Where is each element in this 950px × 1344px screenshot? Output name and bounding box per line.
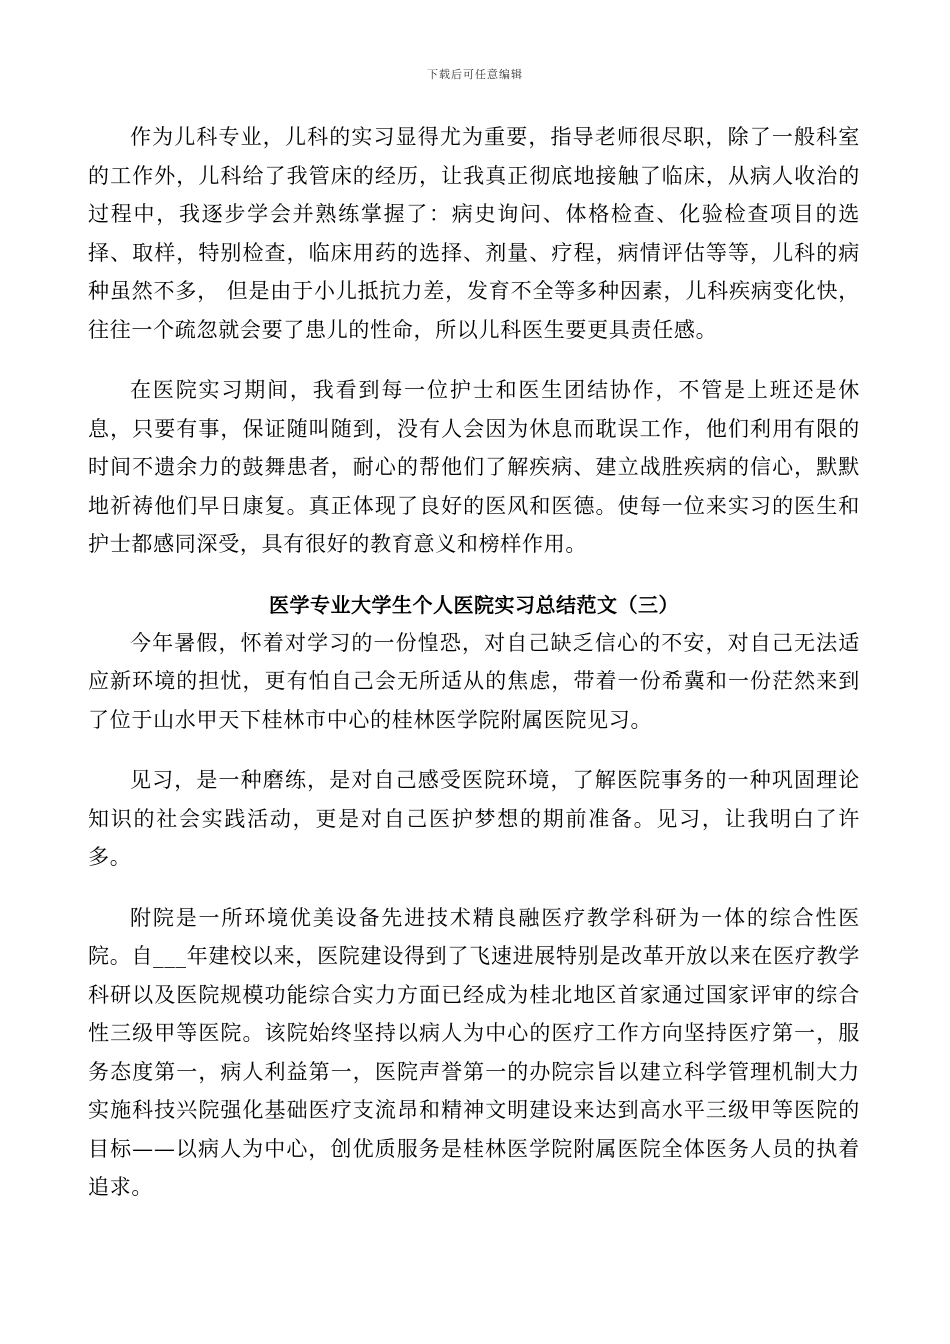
paragraph-internship-meaning: 见习，是一种磨练，是对自己感受医院环境，了解医院事务的一种巩固理论知识的社会实践活动，更是对自己医护梦想的期前准备。见习，让我明白了许多。 xyxy=(88,768,860,869)
document-body xyxy=(88,118,860,1207)
page-header-note: 下载后可任意编辑 xyxy=(427,68,523,81)
section-title: 医学专业大学生个人医院实习总结范文（三） xyxy=(269,592,679,617)
paragraph-hospital-intro: 附院是一所环境优美设备先进技术精良融医疗教学科研为一体的综合性医院。自___年建校以来，医院建设得到了飞速进展特别是改革开放以来在医疗教学科研以及医院规模功能综合实力方面已经成为桂北地区首家通过国家评审的综合性三级甲等医院。该院始终坚持以病人为中心的医疗工作方向坚持医疗第一，服务态度第一，病人利益第一，医院声誉第一的办院宗旨以建立科学管理机制大力实施科技兴院强化基础医疗支流昂和精神文明建设来达到高水平三级甲等医院的目标——以病人为中心，创优质服务是桂林医学院附属医院全体医务人员的执着追求。 xyxy=(88,905,860,1199)
paragraph-teamwork: 在医院实习期间，我看到每一位护士和医生团结协作，不管是上班还是休息，只要有事，保证随叫随到，没有人会因为休息而耽误工作，他们利用有限的时间不遗余力的鼓舞患者，耐心的帮他们了解疾病、建立战胜疾病的信心，默默地祈祷他们早日康复。真正体现了良好的医风和医德。使每一位来实习的医生和护士都感同深受，具有很好的教育意义和榜样作用。 xyxy=(88,378,860,556)
paragraph-pediatrics: 作为儿科专业，儿科的实习显得尤为重要，指导老师很尽职，除了一般科室的工作外，儿科给了我管床的经历，让我真正彻底地接触了临床，从病人收治的过程中，我逐步学会并熟练掌握了：病史询问、体格检查、化验检查项目的选择、取样，特别检查，临床用药的选择、剂量、疗程，病情评估等等，儿科的病种虽然不多， 但是由于小儿抵抗力差，发育不全等多种因素，儿科疾病变化快，往往一个疏忽就会要了患儿的性命，所以儿科医生要更具责任感。 xyxy=(88,125,860,342)
paragraph-summer-internship: 今年暑假，怀着对学习的一份惶恐，对自己缺乏信心的不安，对自己无法适应新环境的担忧，更有怕自己会无所适从的焦虑，带着一份希冀和一份茫然来到了位于山水甲天下桂林市中心的桂林医学院附属医院见习。 xyxy=(88,630,860,732)
